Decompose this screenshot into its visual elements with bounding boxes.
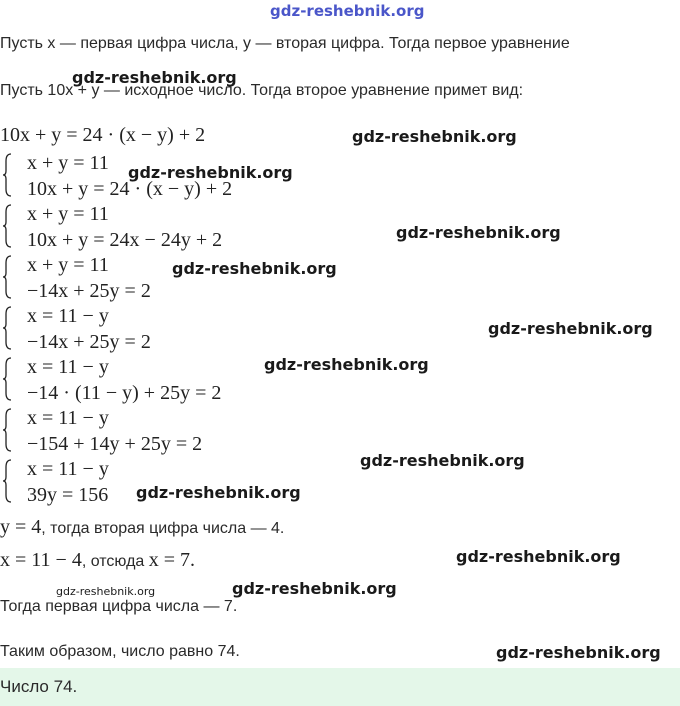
watermark: gdz-reshebnik.org (136, 483, 301, 502)
watermark: gdz-reshebnik.org (232, 579, 397, 598)
watermark: gdz-reshebnik.org (352, 127, 517, 146)
system-6-eq-b: −154 + 14y + 25y = 2 (27, 433, 203, 455)
system-2-eq-b: 10x + y = 24x − 24y + 2 (27, 229, 223, 251)
result-x-text: , отсюда (81, 553, 149, 570)
result-x-final: x = 7. (148, 549, 196, 571)
result-y-text: , тогда вторая цифра числа — 4. (41, 520, 285, 537)
watermark-top: gdz-reshebnik.org (270, 2, 425, 20)
watermark: gdz-reshebnik.org (456, 547, 621, 566)
brace-icon (2, 408, 12, 452)
system-5-eq-b: −14 · (11 − y) + 25y = 2 (27, 382, 222, 404)
system-6-eq-a: x = 11 − y (27, 407, 109, 429)
watermark: gdz-reshebnik.org (496, 643, 661, 662)
system-2-eq-a: x + y = 11 (27, 203, 109, 225)
intro-line-1: Пусть x — первая цифра числа, y — вторая цифра. Тогда первое уравнение (0, 35, 570, 52)
result-x-math: x = 11 − 4 (0, 549, 82, 571)
watermark: gdz-reshebnik.org (128, 163, 293, 182)
system-3-eq-b: −14x + 25y = 2 (27, 280, 151, 302)
intro-line-2: Пусть 10x + y — исходное число. Тогда второе уравнение примет вид: (0, 82, 524, 99)
brace-icon (2, 204, 12, 248)
system-1-eq-b: 10x + y = 24 · (x − y) + 2 (27, 178, 233, 200)
watermark: gdz-reshebnik.org (396, 223, 561, 242)
first-digit-line: Тогда первая цифра числа — 7. (0, 598, 238, 615)
watermark: gdz-reshebnik.org (264, 355, 429, 374)
watermark: gdz-reshebnik.org (360, 451, 525, 470)
brace-icon (2, 357, 12, 401)
result-y-line (0, 516, 284, 539)
brace-icon (2, 255, 12, 299)
brace-icon (2, 306, 12, 350)
watermark: gdz-reshebnik.org (72, 68, 237, 87)
system-7-eq-a: x = 11 − y (27, 458, 109, 480)
system-4-eq-b: −14x + 25y = 2 (27, 331, 151, 353)
answer-text: Число 74. (0, 677, 78, 696)
conclusion-line: Таким образом, число равно 74. (0, 643, 240, 660)
system-3-eq-a: x + y = 11 (27, 254, 109, 276)
system-4-eq-a: x = 11 − y (27, 305, 109, 327)
main-equation: 10x + y = 24 · (x − y) + 2 (0, 124, 206, 146)
system-7-eq-b: 39y = 156 (27, 484, 109, 506)
brace-icon (2, 153, 12, 197)
result-y-math: y = 4 (0, 516, 42, 538)
watermark: gdz-reshebnik.org (488, 319, 653, 338)
watermark: gdz-reshebnik.org (172, 259, 337, 278)
brace-icon (2, 459, 12, 503)
answer-box (0, 668, 680, 706)
watermark-small: gdz-reshebnik.org (56, 585, 156, 598)
system-5-eq-a: x = 11 − y (27, 356, 109, 378)
result-x-line (0, 549, 195, 572)
system-1-eq-a: x + y = 11 (27, 152, 109, 174)
